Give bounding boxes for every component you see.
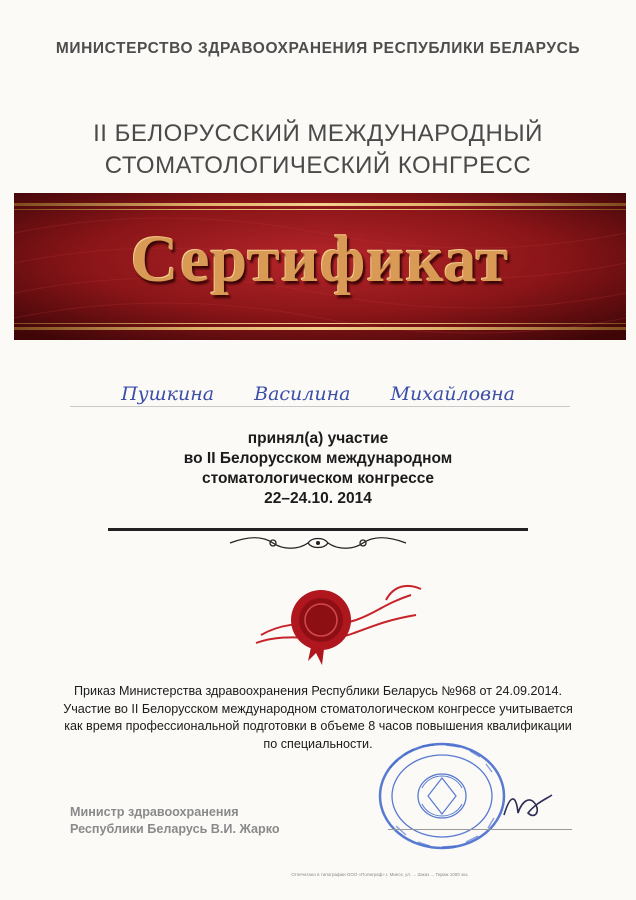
recipient-name: Пушкина Василина Михайловна <box>121 383 515 405</box>
order-line-2: Участие во II Белорусском международном стоматологическом конгрессе учитывается <box>63 701 573 716</box>
wax-seal <box>236 575 436 670</box>
order-line-1: Приказ Министерства здравоохранения Республики Беларусь №968 от 24.09.2014. <box>73 684 563 698</box>
order-line-3: как время профессиональной подготовки в объеме 8 часов повышения квалификации <box>64 719 572 733</box>
order-text <box>28 683 608 753</box>
participation-line-3: стоматологическом конгрессе <box>202 470 434 487</box>
signatory-block <box>70 804 280 838</box>
order-line-4: по специальности. <box>263 736 373 751</box>
signature-line <box>388 829 572 830</box>
congress-title <box>0 118 636 182</box>
ornament-divider <box>228 534 408 552</box>
ministry-heading: МИНИСТЕРСТВО ЗДРАВООХРАНЕНИЯ РЕСПУБЛИКИ БЕЛАРУСЬ <box>55 40 581 57</box>
signatory-line-2: Республики Беларусь В.И. Жарко <box>70 822 280 836</box>
divider-rule <box>108 528 528 531</box>
participation-text <box>0 429 636 509</box>
participation-dates: 22–24.10. 2014 <box>264 490 372 507</box>
congress-title-line-2: СТОМАТОЛОГИЧЕСКИЙ КОНГРЕСС <box>104 152 532 179</box>
participation-line-1: принял(а) участие <box>247 430 389 447</box>
name-underline <box>70 406 570 407</box>
signature <box>496 785 556 825</box>
congress-title-line-1: II БЕЛОРУССКИЙ МЕЖДУНАРОДНЫЙ <box>93 120 543 147</box>
certificate-title: Сертификат <box>130 223 510 296</box>
printer-note: Отпечатано в типографии ООО «Полиграф» г. Минск, ул. ... Заказ ... Тираж 1000 экз. <box>291 872 469 877</box>
participation-line-2: во II Белорусском международном <box>183 450 453 467</box>
official-stamp <box>370 738 510 856</box>
signatory-line-1: Министр здравоохранения <box>70 805 239 819</box>
